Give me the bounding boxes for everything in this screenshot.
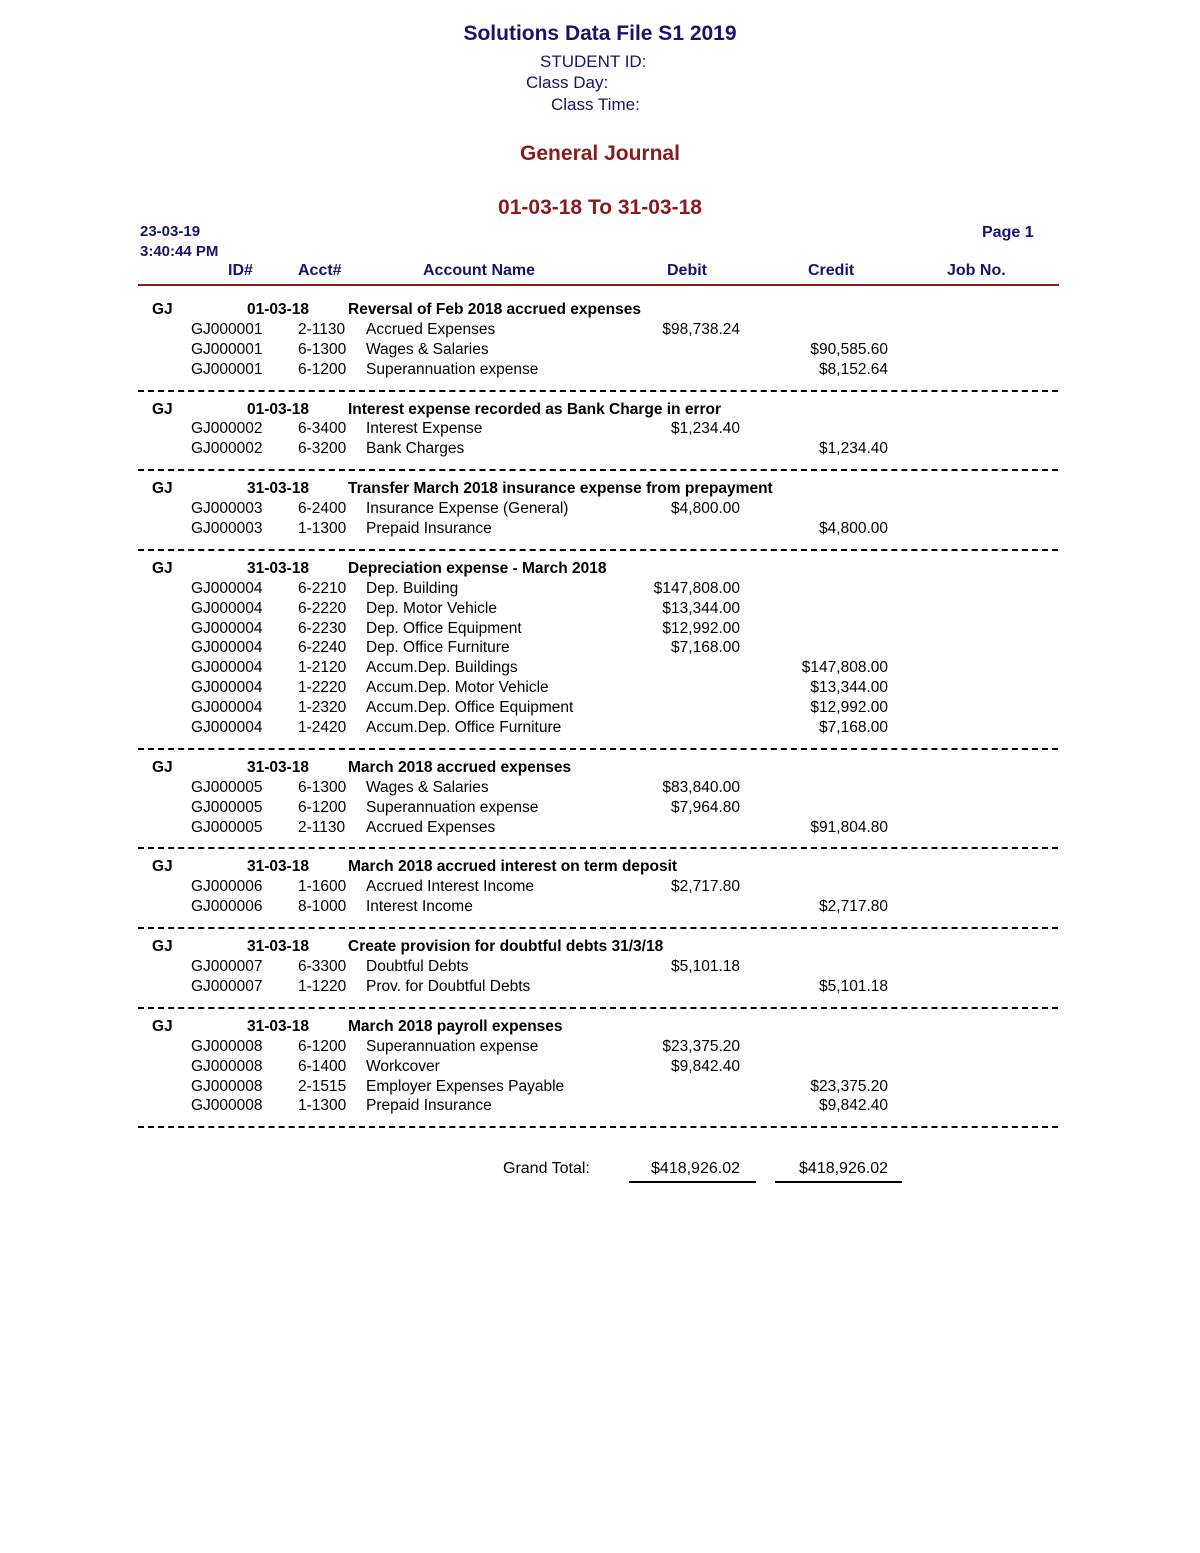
transaction-source: GJ xyxy=(152,400,173,418)
line-credit: $7,168.00 xyxy=(819,719,888,737)
line-debit: $12,992.00 xyxy=(662,619,740,637)
journal-body xyxy=(0,300,1200,1136)
line-account-number: 6-3300 xyxy=(298,958,347,976)
grand-total-debit-underline xyxy=(629,1181,756,1183)
line-account-number: 1-1300 xyxy=(298,1097,347,1115)
line-account-number: 6-1200 xyxy=(298,360,347,378)
journal-line-row xyxy=(0,419,1200,439)
line-account-number: 6-3200 xyxy=(298,440,347,458)
journal-line-row xyxy=(0,638,1200,658)
line-debit: $23,375.20 xyxy=(662,1037,740,1055)
journal-line-row xyxy=(0,778,1200,798)
line-id: GJ000001 xyxy=(191,360,263,378)
journal-line-row xyxy=(0,818,1200,838)
line-id: GJ000005 xyxy=(191,818,263,836)
transaction-memo: Interest expense recorded as Bank Charge in error xyxy=(348,400,722,418)
line-credit: $147,808.00 xyxy=(801,659,888,677)
transaction-date: 31-03-18 xyxy=(247,858,310,876)
column-header-credit: Credit xyxy=(808,262,855,279)
line-account-name: Workcover xyxy=(366,1057,440,1075)
line-account-name: Bank Charges xyxy=(366,440,465,458)
line-id: GJ000005 xyxy=(191,798,263,816)
journal-line-row xyxy=(0,439,1200,459)
dashed-separator xyxy=(0,459,1200,479)
journal-line-row xyxy=(0,1077,1200,1097)
line-account-number: 6-2210 xyxy=(298,579,347,597)
transaction-date: 31-03-18 xyxy=(247,758,310,776)
journal-transaction xyxy=(0,1017,1200,1116)
journal-line-row xyxy=(0,798,1200,818)
journal-line-row xyxy=(0,877,1200,897)
line-id: GJ000004 xyxy=(191,599,263,617)
line-id: GJ000007 xyxy=(191,977,263,995)
line-debit: $13,344.00 xyxy=(662,599,740,617)
journal-line-row xyxy=(0,977,1200,997)
line-debit: $147,808.00 xyxy=(653,579,740,597)
line-id: GJ000007 xyxy=(191,958,263,976)
line-account-number: 6-3400 xyxy=(298,420,347,438)
line-account-number: 6-1300 xyxy=(298,778,347,796)
line-debit: $5,101.18 xyxy=(671,958,740,976)
line-credit: $2,717.80 xyxy=(819,898,888,916)
journal-transaction xyxy=(0,758,1200,838)
page-number: Page 1 xyxy=(982,224,1034,241)
column-header-account-name: Account Name xyxy=(423,262,536,279)
transaction-header-row xyxy=(0,400,1200,420)
line-credit: $1,234.40 xyxy=(819,440,888,458)
line-account-name: Accum.Dep. Office Furniture xyxy=(366,719,562,737)
line-debit: $9,842.40 xyxy=(671,1057,740,1075)
grand-total-credit-underline xyxy=(775,1181,902,1183)
transaction-memo: March 2018 accrued interest on term deposit xyxy=(348,858,678,876)
dashed-separator xyxy=(0,539,1200,559)
line-account-name: Wages & Salaries xyxy=(366,778,489,796)
transaction-memo: March 2018 payroll expenses xyxy=(348,1017,563,1035)
line-id: GJ000001 xyxy=(191,340,263,358)
journal-line-row xyxy=(0,619,1200,639)
journal-line-row xyxy=(0,897,1200,917)
line-debit: $4,800.00 xyxy=(671,500,740,518)
line-id: GJ000003 xyxy=(191,520,263,538)
journal-line-row xyxy=(0,658,1200,678)
line-credit: $4,800.00 xyxy=(819,520,888,538)
transaction-memo: Create provision for doubtful debts 31/3/18 xyxy=(348,938,664,956)
journal-line-row xyxy=(0,698,1200,718)
journal-line-row xyxy=(0,340,1200,360)
line-id: GJ000004 xyxy=(191,639,263,657)
line-account-number: 6-1300 xyxy=(298,340,347,358)
line-credit: $90,585.60 xyxy=(810,340,888,358)
line-credit: $13,344.00 xyxy=(810,679,888,697)
dashed-separator xyxy=(0,837,1200,857)
journal-line-row xyxy=(0,360,1200,380)
line-debit: $98,738.24 xyxy=(662,320,740,338)
line-debit: $1,234.40 xyxy=(671,420,740,438)
transaction-date: 31-03-18 xyxy=(247,559,310,577)
transaction-source: GJ xyxy=(152,1017,173,1035)
line-account-number: 6-2240 xyxy=(298,639,347,657)
transaction-date: 31-03-18 xyxy=(247,480,310,498)
transaction-date: 31-03-18 xyxy=(247,1017,310,1035)
line-account-name: Dep. Office Furniture xyxy=(366,639,510,657)
line-account-number: 6-2400 xyxy=(298,500,347,518)
journal-line-row xyxy=(0,957,1200,977)
line-credit: $23,375.20 xyxy=(810,1077,888,1095)
line-account-name: Interest Expense xyxy=(366,420,483,438)
line-id: GJ000003 xyxy=(191,500,263,518)
journal-line-row xyxy=(0,1057,1200,1077)
line-account-name: Wages & Salaries xyxy=(366,340,489,358)
journal-transaction xyxy=(0,937,1200,997)
line-account-number: 1-2220 xyxy=(298,679,347,697)
journal-line-row xyxy=(0,1096,1200,1116)
line-account-name: Superannuation expense xyxy=(366,360,539,378)
line-debit: $7,168.00 xyxy=(671,639,740,657)
line-account-number: 2-1130 xyxy=(298,320,346,338)
line-account-name: Employer Expenses Payable xyxy=(366,1077,565,1095)
journal-line-row xyxy=(0,1037,1200,1057)
print-date: 23-03-19 xyxy=(140,223,201,240)
line-account-name: Dep. Motor Vehicle xyxy=(366,599,497,617)
line-credit: $12,992.00 xyxy=(810,699,888,717)
line-id: GJ000008 xyxy=(191,1097,263,1115)
line-account-number: 1-1600 xyxy=(298,878,347,896)
line-credit: $9,842.40 xyxy=(819,1097,888,1115)
journal-transaction xyxy=(0,400,1200,460)
line-account-name: Accrued Expenses xyxy=(366,818,496,836)
line-id: GJ000006 xyxy=(191,878,263,896)
transaction-memo: Reversal of Feb 2018 accrued expenses xyxy=(348,301,641,318)
line-account-name: Prepaid Insurance xyxy=(366,520,492,538)
line-credit: $8,152.64 xyxy=(819,360,888,378)
line-id: GJ000002 xyxy=(191,440,263,458)
line-debit: $7,964.80 xyxy=(671,798,740,816)
line-account-number: 1-2420 xyxy=(298,719,347,737)
header-rule xyxy=(138,284,1059,286)
line-account-name: Doubtful Debts xyxy=(366,958,469,976)
line-account-number: 2-1130 xyxy=(298,818,346,836)
line-account-name: Accum.Dep. Office Equipment xyxy=(366,699,574,717)
column-header-job-no: Job No. xyxy=(947,262,1006,279)
line-id: GJ000008 xyxy=(191,1077,263,1095)
transaction-header-row xyxy=(0,1017,1200,1037)
line-account-name: Dep. Building xyxy=(366,579,459,597)
transaction-source: GJ xyxy=(152,559,173,577)
transaction-memo: Transfer March 2018 insurance expense from prepayment xyxy=(348,480,773,498)
transaction-memo: Depreciation expense - March 2018 xyxy=(348,559,607,577)
line-account-number: 6-1200 xyxy=(298,798,347,816)
transaction-header-row xyxy=(0,559,1200,579)
line-id: GJ000004 xyxy=(191,579,263,597)
transaction-source: GJ xyxy=(152,938,173,956)
class-day-label: Class Day: xyxy=(526,73,609,92)
line-account-name: Superannuation expense xyxy=(366,798,539,816)
journal-transaction xyxy=(0,857,1200,917)
transaction-source: GJ xyxy=(152,301,173,318)
line-debit: $83,840.00 xyxy=(662,778,740,796)
line-account-name: Accum.Dep. Buildings xyxy=(366,659,518,677)
transaction-date: 31-03-18 xyxy=(247,938,310,956)
line-account-number: 8-1000 xyxy=(298,898,347,916)
transaction-header-row xyxy=(0,937,1200,957)
class-time-label: Class Time: xyxy=(551,95,640,114)
line-id: GJ000004 xyxy=(191,659,263,677)
line-id: GJ000005 xyxy=(191,778,263,796)
student-id-label: STUDENT ID: xyxy=(540,52,647,71)
transaction-source: GJ xyxy=(152,758,173,776)
report-title: General Journal xyxy=(520,142,680,165)
print-time: 3:40:44 PM xyxy=(140,243,219,260)
journal-transaction xyxy=(0,479,1200,539)
line-id: GJ000004 xyxy=(191,679,263,697)
column-header-debit: Debit xyxy=(667,262,707,279)
line-id: GJ000008 xyxy=(191,1057,263,1075)
line-account-name: Accum.Dep. Motor Vehicle xyxy=(366,679,549,697)
line-account-number: 6-1200 xyxy=(298,1037,347,1055)
journal-line-row xyxy=(0,678,1200,698)
line-account-name: Insurance Expense (General) xyxy=(366,500,569,518)
line-id: GJ000004 xyxy=(191,619,263,637)
journal-line-row xyxy=(0,320,1200,340)
line-id: GJ000001 xyxy=(191,320,263,338)
line-account-number: 6-2230 xyxy=(298,619,347,637)
dashed-separator xyxy=(0,917,1200,937)
transaction-header-row xyxy=(0,758,1200,778)
line-account-number: 2-1515 xyxy=(298,1077,347,1095)
grand-total-debit: $418,926.02 xyxy=(651,1160,740,1177)
line-credit: $91,804.80 xyxy=(810,818,888,836)
line-debit: $2,717.80 xyxy=(671,878,740,896)
transaction-header-row xyxy=(0,857,1200,877)
line-account-number: 1-1220 xyxy=(298,977,347,995)
line-id: GJ000004 xyxy=(191,699,263,717)
dashed-separator xyxy=(0,738,1200,758)
transaction-memo: March 2018 accrued expenses xyxy=(348,758,572,776)
report-header-title: Solutions Data File S1 2019 xyxy=(463,22,737,45)
dashed-separator xyxy=(0,997,1200,1017)
transaction-header-row xyxy=(0,479,1200,499)
transaction-source: GJ xyxy=(152,858,173,876)
journal-transaction xyxy=(0,559,1200,738)
line-id: GJ000004 xyxy=(191,719,263,737)
journal-line-row xyxy=(0,499,1200,519)
line-account-name: Prepaid Insurance xyxy=(366,1097,492,1115)
grand-total-label: Grand Total: xyxy=(503,1160,590,1177)
line-credit: $5,101.18 xyxy=(819,977,888,995)
line-account-name: Prov. for Doubtful Debts xyxy=(366,977,531,995)
journal-line-row xyxy=(0,718,1200,738)
line-account-number: 1-2320 xyxy=(298,699,347,717)
line-account-number: 6-1400 xyxy=(298,1057,347,1075)
column-header-acct: Acct# xyxy=(298,262,342,279)
line-account-number: 1-2120 xyxy=(298,659,347,677)
line-account-name: Superannuation expense xyxy=(366,1037,539,1055)
grand-total-credit: $418,926.02 xyxy=(799,1160,888,1177)
dashed-separator xyxy=(0,380,1200,400)
line-account-number: 6-2220 xyxy=(298,599,347,617)
column-header-id: ID# xyxy=(228,262,253,279)
line-account-name: Dep. Office Equipment xyxy=(366,619,522,637)
transaction-date: 01-03-18 xyxy=(247,301,310,318)
journal-line-row xyxy=(0,599,1200,619)
journal-transaction xyxy=(0,300,1200,380)
transaction-date: 01-03-18 xyxy=(247,400,310,418)
transaction-header-row xyxy=(0,300,1200,320)
journal-line-row xyxy=(0,579,1200,599)
line-account-name: Interest Income xyxy=(366,898,473,916)
dashed-separator xyxy=(0,1116,1200,1136)
journal-line-row xyxy=(0,519,1200,539)
line-account-name: Accrued Expenses xyxy=(366,320,496,338)
line-account-name: Accrued Interest Income xyxy=(366,878,534,896)
date-range: 01-03-18 To 31-03-18 xyxy=(498,196,702,219)
line-id: GJ000002 xyxy=(191,420,263,438)
line-id: GJ000008 xyxy=(191,1037,263,1055)
line-account-number: 1-1300 xyxy=(298,520,347,538)
transaction-source: GJ xyxy=(152,480,173,498)
line-id: GJ000006 xyxy=(191,898,263,916)
